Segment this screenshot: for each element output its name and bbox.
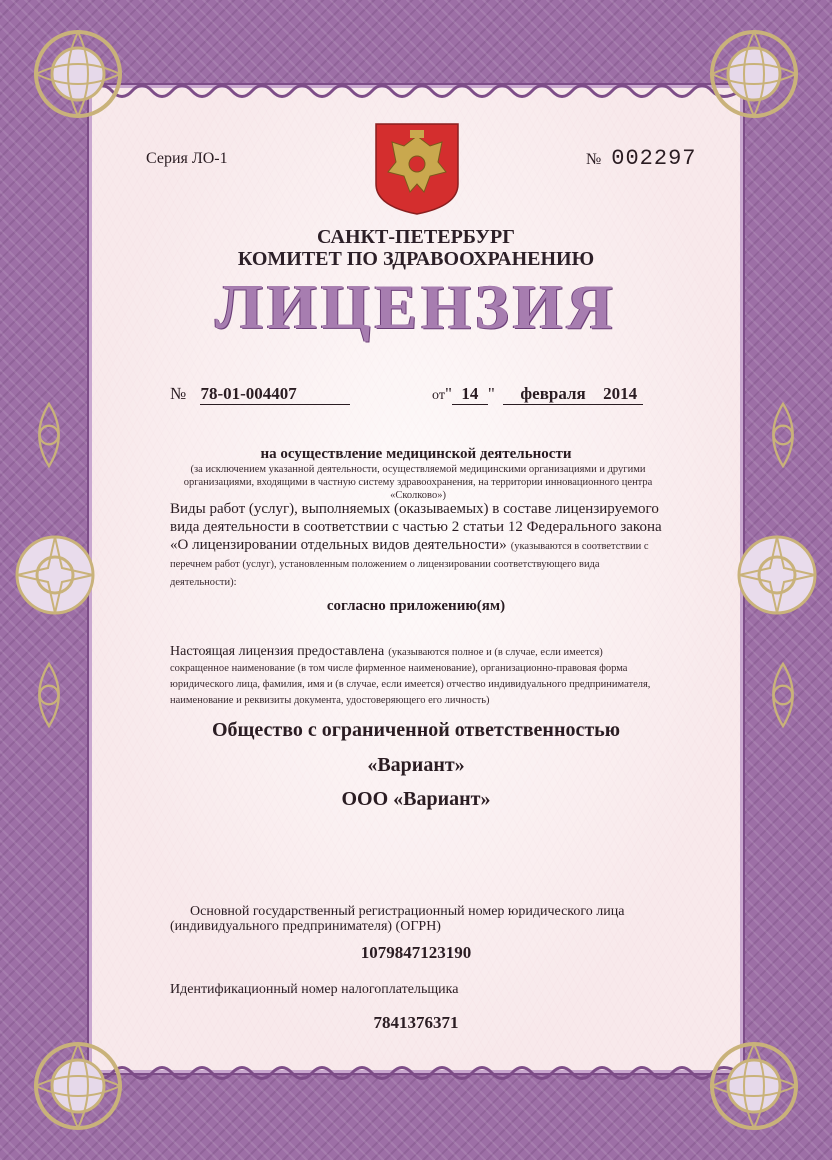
- ogrn-value: 1079847123190: [360, 943, 472, 962]
- number-sign: №: [586, 151, 602, 168]
- works-note: (указываются в соответствии с перечнем работ (услуг), установленным положением о лицензировании соответствующего вида деятельности):: [170, 541, 649, 588]
- license-number-sign: №: [170, 384, 187, 403]
- document-title: ЛИЦЕНЗИЯ: [215, 271, 617, 342]
- licensee-name-line1: Общество с ограниченной ответственностью: [211, 719, 621, 741]
- bottom-wave-border: [92, 1062, 740, 1084]
- ornament-small-icon: [748, 660, 818, 730]
- ornament-rosette-icon: [732, 530, 822, 620]
- license-date-row: [432, 384, 643, 405]
- ornament-small-icon: [748, 400, 818, 470]
- serial-number: 002297: [611, 146, 697, 171]
- licensee-intro: Настоящая лицензия предоставлена: [170, 644, 385, 659]
- ornament-corner-icon: [18, 1026, 138, 1146]
- coat-of-arms-icon: [374, 122, 460, 216]
- document-number: [586, 146, 696, 171]
- works-value: согласно приложению(ям): [326, 598, 506, 614]
- license-day: 14: [452, 384, 488, 405]
- works-block: [170, 500, 664, 590]
- series-label: Серия ЛО-1: [146, 150, 228, 167]
- ornament-small-icon: [14, 400, 84, 470]
- date-quote-open: ": [444, 384, 452, 403]
- ogrn-label: Основной государственный регистрационный номер юридического лица (индивидуального предпринимателя) (ОГРН): [170, 904, 625, 934]
- issuer-city: САНКТ-ПЕТЕРБУРГ: [317, 226, 515, 248]
- date-from-label: от: [432, 388, 445, 403]
- license-year: 2014: [603, 384, 643, 405]
- ornament-small-icon: [14, 660, 84, 730]
- works-text: Виды работ (услуг), выполняемых (оказываемых) в составе лицензируемого вида деятельности в соответствии с частью 2 статьи 12 Федерального закона «О лицензировании отдельных видов деятельности»: [170, 501, 662, 553]
- activity-note: (за исключением указанной деятельности, осуществляемой медицинскими организациями и другими организациями, входящими в частную систему здравоохранения, на территории инновационного центра «Сколково»): [183, 464, 653, 501]
- inn-value: 7841376371: [373, 1013, 459, 1032]
- license-number-row: [170, 384, 350, 405]
- ornament-rosette-icon: [10, 530, 100, 620]
- ornament-corner-icon: [18, 14, 138, 134]
- issuer-committee: КОМИТЕТ ПО ЗДРАВООХРАНЕНИЮ: [237, 248, 595, 270]
- activity-heading: на осуществление медицинской деятельности: [260, 446, 572, 462]
- licensee-short-name: ООО «Вариант»: [341, 788, 491, 810]
- license-number: 78-01-004407: [200, 384, 350, 405]
- ornament-corner-icon: [694, 1026, 814, 1146]
- licensee-intro-note: (указываются полное и (в случае, если имеется) сокращенное наименование (в том числе фирменное наименование), организационно-правовая форма юридического лица, фамилия, имя и (в случае, если имеется) отчество индивидуального предпринимателя, наименование и реквизиты документа, удостоверяющего его личность): [170, 647, 651, 706]
- top-wave-border: [92, 80, 740, 102]
- inn-label: Идентификационный номер налогоплательщика: [170, 982, 459, 997]
- licensee-name-line2: «Вариант»: [367, 754, 465, 776]
- licensee-block: [170, 643, 664, 707]
- ornament-corner-icon: [694, 14, 814, 134]
- date-quote-close: ": [487, 384, 495, 403]
- license-month: февраля: [503, 384, 603, 405]
